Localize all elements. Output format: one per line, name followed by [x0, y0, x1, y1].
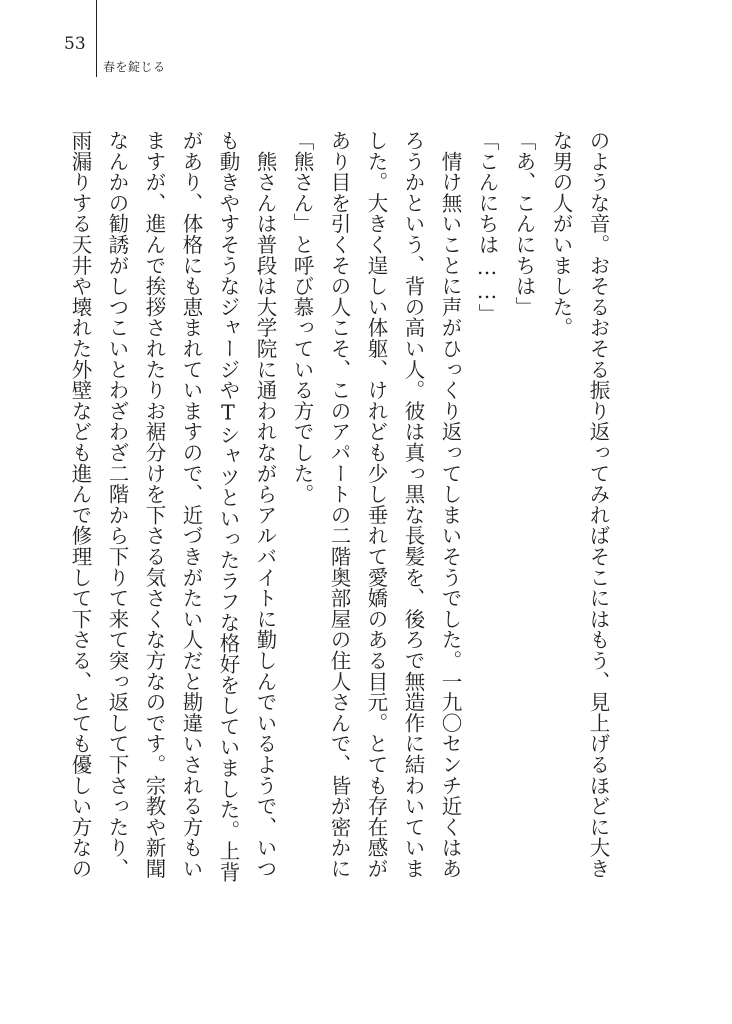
text-line: も動きやすそうなジャージやTシャツといったラフな格好をしていました。上背 [216, 130, 240, 883]
text-line: 「熊さん」と呼び慕っている方でした。 [290, 130, 314, 505]
text-line: した。大きく逞しい体躯、けれども少し垂れて愛嬌のある目元。とても存在感が [364, 130, 388, 879]
text-line: 「こんにちは……」 [475, 130, 499, 325]
text-line: な男の人がいました。 [549, 130, 573, 338]
page-number: 53 [64, 34, 86, 54]
running-title: 春を錠じる [103, 60, 166, 74]
text-line: 情け無いことに声がひっくり返ってしまいそうでした。一九〇センチ近くはあ [438, 130, 462, 879]
text-line: 雨漏りする天井や壊れた外壁なども進んで修理して下さる、とても優しい方なの [68, 130, 92, 879]
text-line: があり、体格にも恵まれていますので、近づきがたい人だと勘違いされる方もい [179, 130, 203, 879]
vertical-text-body [61, 130, 616, 950]
text-line: ろうかという、背の高い人。彼は真っ黒な長髪を、後ろで無造作に結わいていま [401, 130, 425, 879]
text-line: 熊さんは普段は大学院に通われながらアルバイトに勤しんでいるようで、いつ [253, 130, 277, 879]
text-line: 「あ、こんにちは」 [512, 130, 536, 318]
text-line: なんかの勧誘がしつこいとわざわざ二階から下りて来て突っ返して下さったり、 [105, 130, 129, 879]
text-line: ますが、進んで挨拶されたりお裾分けを下さる気さくな方なのです。宗教や新聞 [142, 130, 166, 879]
text-line: あり目を引くその人こそ、このアパートの二階奥部屋の住人さんで、皆が密かに [327, 130, 351, 879]
header-divider-line [96, 0, 97, 77]
text-line: のような音。おそるおそる振り返ってみればそこにはもう、見上げるほどに大き [586, 130, 610, 879]
